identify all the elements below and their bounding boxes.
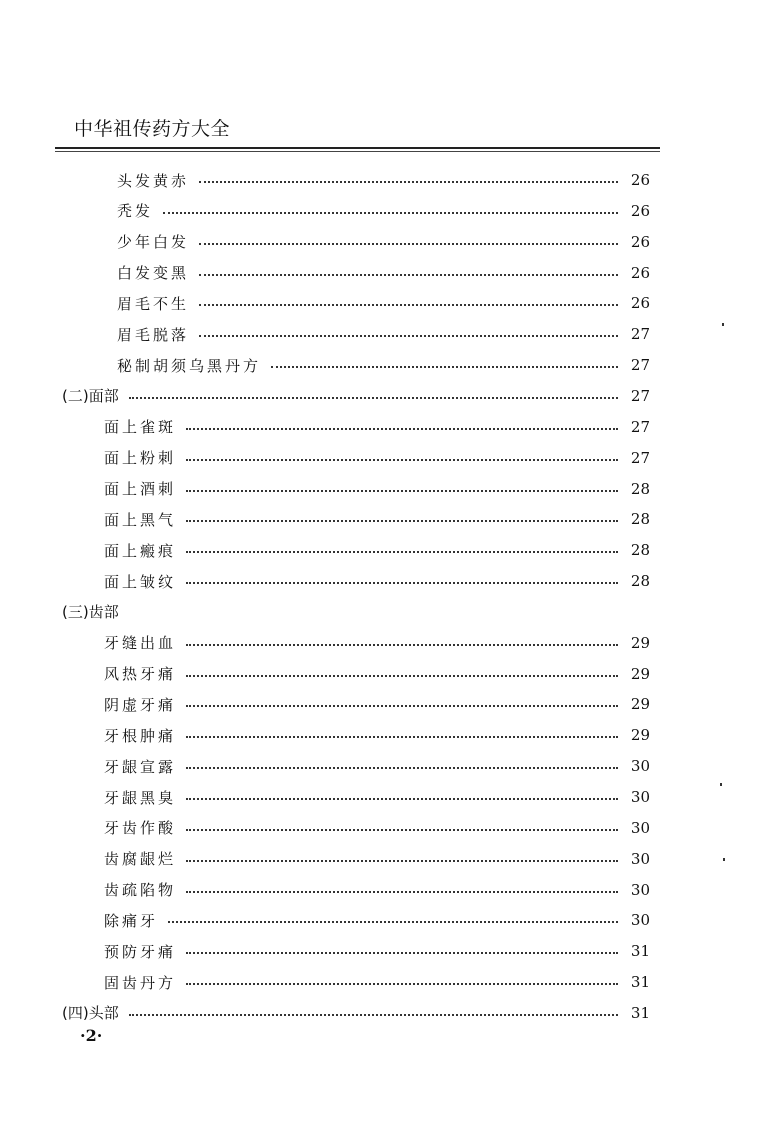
toc-entry [117,165,650,195]
toc-entry [117,288,650,318]
toc-entry-title: 牙齿作酸 [104,819,177,838]
toc-entry [104,905,650,935]
scan-speck [720,783,722,786]
dot-leader [186,428,618,430]
toc-entry [104,689,650,719]
toc-entry-page: 26 [630,294,650,313]
toc-entry [104,967,650,997]
toc-entry-title: 预防牙痛 [104,942,177,961]
toc-entry-page: 26 [630,171,650,189]
dot-leader [186,860,618,862]
dot-leader [186,582,618,584]
toc-entry-page: 30 [630,788,650,806]
toc-entry-page: 28 [630,572,650,591]
toc-entry-page: 28 [630,510,650,529]
dot-leader [129,1014,618,1016]
toc-entry-title: 牙龈黑臭 [104,788,177,807]
dot-leader [186,520,618,522]
toc-entry [117,319,650,349]
toc-entry-title: 少年白发 [117,233,190,252]
toc-entry [117,258,650,288]
toc-entry-page: 29 [630,664,650,683]
toc-entry-title: (四)头部 [62,1004,119,1023]
toc-entry-title: 眉毛脱落 [117,325,190,344]
dot-leader [186,644,618,646]
toc-entry [104,504,650,534]
toc-entry-title: 面上雀斑 [104,418,177,437]
toc-section [62,998,650,1028]
toc-entry-title: 面上黑气 [104,510,177,529]
toc-section [62,597,650,627]
toc-entry-page: 31 [630,1003,650,1022]
dot-leader [186,736,618,738]
toc-entry-title: 白发变黑 [117,264,190,283]
dot-leader [199,181,618,183]
scan-speck [723,858,725,861]
dot-leader [186,675,618,677]
toc-entry-page: 26 [630,263,650,282]
toc-entry-page: 30 [630,849,650,868]
toc-entry-title: 面上粉刺 [104,449,177,468]
toc-entry-title: 头发黄赤 [117,171,190,190]
toc-entry-page: 31 [630,942,650,961]
page-number: ·2· [80,1026,103,1045]
toc-entry-page: 30 [630,757,650,776]
toc-entry-page: 30 [630,818,650,837]
toc-entry-title: 面上瘢痕 [104,541,177,560]
toc-entry-title: 面上皱纹 [104,572,177,591]
toc-entry-page: 29 [630,695,650,714]
toc-entry-page: 29 [630,633,650,652]
dot-leader [186,551,618,553]
toc-entry-title: 齿腐龈烂 [104,850,177,869]
header-rule-thin [55,151,660,152]
toc-entry-page: 26 [630,201,650,220]
toc-entry [117,196,650,226]
toc-entry [104,628,650,658]
toc-entry-title: 固齿丹方 [104,973,177,992]
dot-leader [199,243,618,245]
dot-leader [186,767,618,769]
toc-entry-page: 30 [630,880,650,899]
dot-leader [129,397,618,399]
toc-entry-title: 风热牙痛 [104,665,177,684]
toc-entry-title: 面上酒刺 [104,480,177,498]
dot-leader [186,798,618,800]
dot-leader [271,366,618,368]
dot-leader [199,304,618,306]
toc-entry-title: 牙缝出血 [104,634,177,653]
toc-entry [104,535,650,565]
toc-section [62,381,650,411]
toc-entry-title: (三)齿部 [62,603,119,622]
dot-leader [186,891,618,893]
toc-entry-title: 眉毛不生 [117,294,190,313]
toc-entry-title: 秃发 [117,202,154,221]
toc-entry-title: 除痛牙 [104,911,159,930]
dot-leader [186,490,618,492]
toc-entry-page: 26 [630,232,650,251]
dot-leader [186,705,618,707]
toc-entry-page: 29 [630,726,650,745]
dot-leader [168,921,618,923]
toc-entry-page: 28 [630,479,650,498]
header-rule [55,147,660,149]
toc-entry [117,350,650,380]
toc-entry [104,474,650,504]
toc-entry [104,782,650,812]
scan-speck [722,323,724,326]
dot-leader [186,829,618,831]
dot-leader [186,952,618,954]
toc-entry-page: 27 [630,417,650,436]
toc-entry [104,936,650,966]
toc-entry-page: 27 [630,386,650,405]
toc-entry-page: 30 [630,911,650,930]
toc-entry [117,227,650,257]
dot-leader [186,983,618,985]
toc-entry [104,443,650,473]
toc-entry [104,659,650,689]
toc-entry-title: 阴虚牙痛 [104,695,177,714]
toc-entry [104,813,650,843]
toc-entry-page: 28 [630,541,650,560]
dot-leader [186,459,618,461]
dot-leader [199,274,618,276]
toc-entry [104,875,650,905]
toc-entry-title: (二)面部 [62,387,119,406]
toc-entry [104,751,650,781]
toc-entry [104,844,650,874]
toc-entry-title: 齿疏陷物 [104,881,177,900]
toc-entry [104,720,650,750]
toc-entry [104,566,650,596]
dot-leader [199,335,618,337]
dot-leader [163,212,618,214]
toc-entry-title: 秘制胡须乌黑丹方 [117,356,262,375]
toc-entry-page: 27 [630,356,650,375]
toc-entry-page: 27 [630,325,650,344]
running-header-title: 中华祖传药方大全 [74,118,231,140]
toc-entry [104,412,650,442]
toc-entry-page: 27 [630,448,650,467]
toc-entry-title: 牙根肿痛 [104,726,177,745]
toc-entry-title: 牙龈宣露 [104,757,177,776]
toc-entry-page: 31 [630,973,650,992]
